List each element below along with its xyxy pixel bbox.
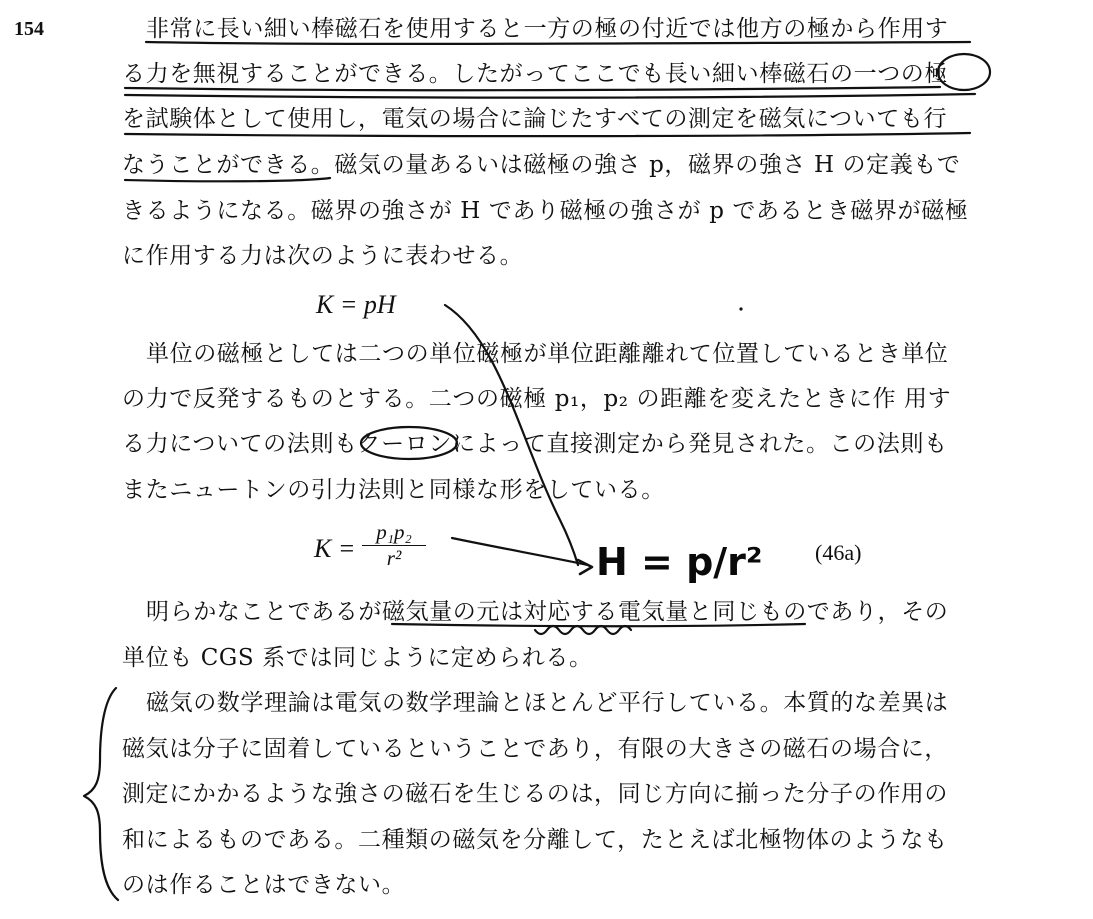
text-line: 単位の磁極としては二つの単位磁極が単位距離離れて位置しているとき単位 [146,341,949,367]
text-line: のは作ることはできない。 [122,872,406,898]
equation-label: (46a) [815,540,862,565]
equation-coulomb-lhs: K = [314,534,356,563]
text-line: 明らかなことであるが磁気量の元は対応する電気量と同じものであり，その [146,599,949,625]
text-line: の力で反発するものとする。二つの磁極 p₁，p₂ の距離を変えたときに作 用す [122,386,952,412]
equation-force: K = pH [316,290,396,319]
brace-mark [84,688,118,900]
underline [125,94,975,98]
wavy-underline [535,626,631,634]
text-line: る力を無視することができる。したがってここでも長い細い棒磁石の一つの極 [122,61,948,87]
arrow-line [452,538,588,565]
page-number: 154 [14,18,44,40]
fraction-denominator: r² [386,546,402,570]
text-line: 和によるものである。二種類の磁気を分離して，たとえば北極物体のようなも [122,827,948,853]
text-line: きるようになる。磁界の強さが H であり磁極の強さが p であるとき磁界が磁極 [122,198,969,224]
text-line: に作用する力は次のように表わせる。 [122,243,524,269]
text-line: 単位も CGS 系では同じように定められる。 [122,645,593,671]
handwritten-note: H = p/r² [596,540,763,584]
text-line: 測定にかかるような強さの磁石を生じるのは，同じ方向に揃った分子の作用の [122,781,948,807]
text-line: 磁気の数学理論は電気の数学理論とほとんど平行している。本質的な差異は [146,690,949,716]
equation-coulomb-fraction [362,520,426,571]
text-line: を試験体として使用し，電気の場合に論じたすべての測定を磁気についても行 [122,106,948,132]
text-line: る力についての法則もクーロンによって直接測定から発見された。この法則も [122,431,948,457]
text-line: またニュートンの引力法則と同様な形をしている。 [122,477,665,503]
fraction-numerator: p₁p₂ [362,520,426,546]
text-line: なうことができる。磁気の量あるいは磁極の強さ p，磁界の強さ H の定義もで [122,152,961,178]
arrow-head [578,560,592,574]
text-line: 非常に長い細い棒磁石を使用すると一方の極の付近では他方の極から作用す [146,16,949,42]
text-line: 磁気は分子に固着しているということであり，有限の大きさの磁石の場合に， [122,736,948,762]
